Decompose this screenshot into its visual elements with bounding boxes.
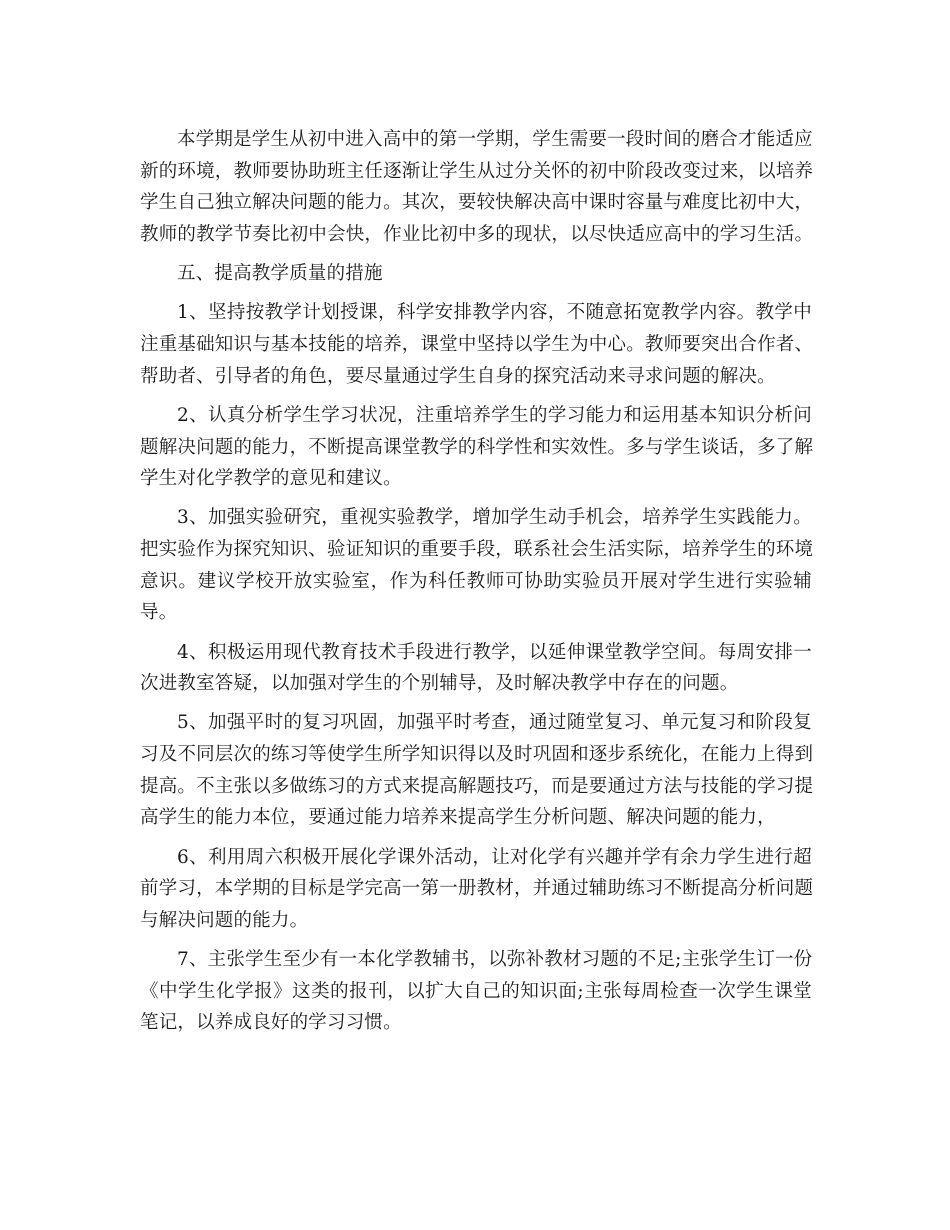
- text-line: 把实验作为探究知识、验证知识的重要手段，联系社会生活实际，培养学生的环境: [140, 539, 814, 560]
- text-line: 高学生的能力本位，要通过能力培养来提高学生分析问题、解决问题的能力，: [140, 807, 776, 829]
- measure-paragraph-7: [140, 944, 812, 1039]
- text-line: 《中学生化学报》这类的报刊，以扩大自己的知识面;主张每周检查一次学生课堂: [140, 980, 812, 1002]
- document-body: [140, 124, 812, 1047]
- text-line: 教师的教学节奏比初中会快，作业比初中多的现状，以尽快适应高中的学习生活。: [140, 224, 814, 246]
- text-line: 学生对化学教学的意见和建议。: [140, 468, 402, 490]
- text-line: 导。: [140, 602, 178, 624]
- text-line: 本学期是学生从初中进入高中的第一学期，学生需要一段时间的磨合才能适应: [177, 129, 813, 150]
- text-line: 前学习，本学期的目标是学完高一第一册教材，并通过辅助练习不断提高分析问题: [140, 878, 814, 900]
- text-line: 学生自己独立解决问题的能力。其次，要较快解决高中课时容量与难度比初中大，: [140, 192, 814, 214]
- text-line: 4、积极运用现代教育技术手段进行教学，以延伸课堂教学空间。每周安排一: [177, 641, 812, 663]
- measure-paragraph-6: [140, 842, 812, 937]
- text-line: 意识。建议学校开放实验室，作为科任教师可协助实验员开展对学生进行实验辅: [140, 570, 812, 592]
- text-line: 6、利用周六积极开展化学课外活动，让对化学有兴趣并学有余力学生进行超: [177, 846, 812, 868]
- intro-paragraph: [140, 124, 812, 251]
- text-line: 1、坚持按教学计划授课，科学安排教学内容，不随意拓宽教学内容。教学中: [177, 302, 812, 324]
- measure-paragraph-3: [140, 502, 812, 629]
- text-line: 3、加强实验研究，重视实验教学，增加学生动手机会，培养学生实践能力。: [177, 507, 812, 529]
- text-line: 次进教室答疑，以加强对学生的个别辅导，及时解决教学中存在的问题。: [140, 673, 739, 695]
- measure-paragraph-4: [140, 637, 812, 700]
- measure-paragraph-2: [140, 400, 812, 495]
- text-line: 5、加强平时的复习巩固，加强平时考查，通过随堂复习、单元复习和阶段复: [177, 712, 812, 734]
- text-line: 帮助者、引导者的角色，要尽量通过学生自身的探究活动来寻求问题的解决。: [140, 365, 776, 387]
- text-line: 7、主张学生至少有一本化学教辅书，以弥补教材习题的不足;主张学生订一份: [177, 949, 813, 970]
- text-line: 笔记，以养成良好的学习习惯。: [140, 1012, 402, 1034]
- text-line: 2、认真分析学生学习状况，注重培养学生的学习能力和运用基本知识分析问: [177, 404, 812, 426]
- text-line: 与解决问题的能力。: [140, 909, 309, 931]
- measure-paragraph-5: [140, 707, 812, 834]
- text-line: 提高。不主张以多做练习的方式来提高解题技巧，而是要通过方法与技能的学习提: [140, 775, 814, 797]
- measure-paragraph-1: [140, 297, 812, 392]
- text-line: 题解决问题的能力，不断提高课堂教学的科学性和实效性。多与学生谈话，多了解: [140, 436, 814, 458]
- section-heading: 五、提高教学质量的措施: [177, 263, 383, 285]
- text-line: 注重基础知识与基本技能的培养，课堂中坚持以学生为中心。教师要突出合作者、: [140, 334, 814, 355]
- text-line: 习及不同层次的练习等使学生所学知识得以及时巩固和逐步系统化，在能力上得到: [140, 744, 814, 765]
- text-line: 新的环境，教师要协助班主任逐渐让学生从过分关怀的初中阶段改变过来，以培养: [140, 160, 814, 182]
